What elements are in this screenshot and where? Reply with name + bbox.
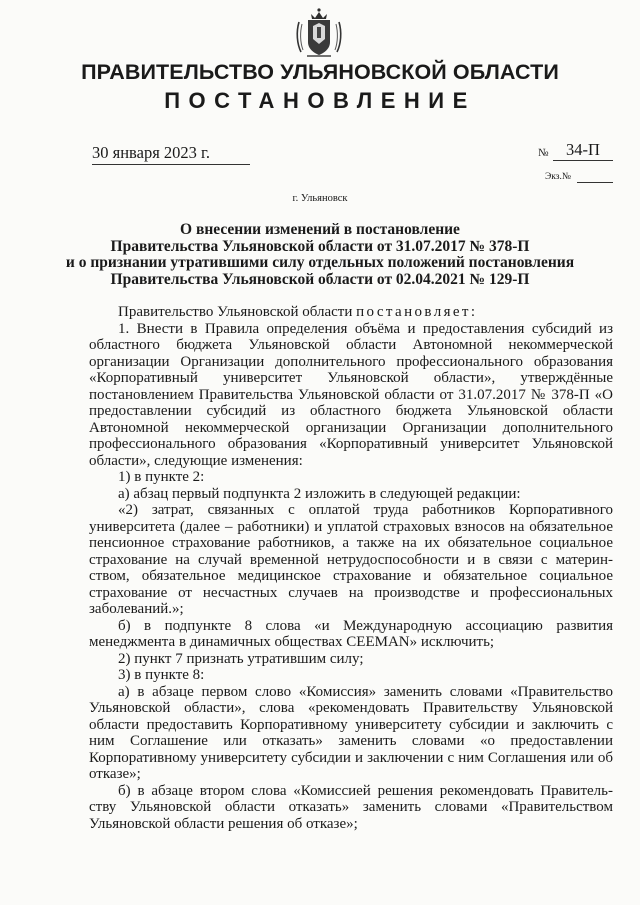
- intro-prefix: Правительство Ульяновской области: [118, 304, 357, 320]
- intro-paragraph: [89, 304, 613, 321]
- body-paragraph: 3) в пункте 8:: [118, 667, 205, 683]
- government-name: ПРАВИТЕЛЬСТВО УЛЬЯНОВСКОЙ ОБЛАСТИ: [81, 60, 559, 84]
- city: г. Ульяновск: [292, 193, 348, 204]
- body-paragraph: а) в абзаце первом слово «Комиссия» заменить словами «Правительство Ульяновской области», слова «рекомендовать Правительству Ульяновской области предоставить Корпоративному университету субсидии и заключить с ним Соглашение или отказать» заменить словами «о предоставлении Корпоративному университету субсидии и заключении с ним Соглашения или об отказе»;: [89, 683, 613, 782]
- title-line: Правительства Ульяновской области от 02.04.2021 № 129-П: [110, 270, 530, 288]
- body-paragraph: 1) в пункте 2:: [118, 469, 205, 485]
- title-line: Правительства Ульяновской области от 31.07.2017 № 378-П: [110, 237, 530, 255]
- document-date: 30 января 2023 г.: [92, 143, 211, 162]
- copy-number-label: Экз.№: [545, 172, 571, 182]
- copy-number-line: [577, 182, 613, 183]
- date-underline: [92, 164, 250, 165]
- body-paragraph: 1. Внести в Правила определения объёма и предоставления субсидий из областного бюджета Ульяновской области Автономной некоммерческой организации Организации дополнительного профессионального образования «Корпоративный университет Ульяновской области», утверждённые постановлением Правительства Ульяновской области от 31.07.2017 № 378-П «О предоставлении субсидий из областного бюджета Ульяновской области Автономной некоммерческой организации Организации дополнительного профессионального образования «Корпоративный университет Ульяновской области», следующие изменения:: [89, 320, 613, 469]
- body-paragraph: б) в подпункте 8 слова «и Международную ассоциацию развития менеджмента в динамичных обществах CEEMAN» исключить;: [89, 617, 613, 650]
- number-label: №: [538, 147, 549, 159]
- document-number: 34-П: [553, 140, 613, 161]
- body-paragraph: б) в абзаце втором слова «Комиссией решения рекомендовать Правитель-ству Ульяновской области отказать» заменить словами «Правительством Ульяновской области решения об отказе»;: [89, 782, 613, 832]
- document-title: [40, 222, 600, 288]
- title-line: О внесении изменений в постановление: [180, 221, 460, 238]
- document-body: [89, 304, 613, 832]
- body-paragraph: «2) затрат, связанных с оплатой труда работников Корпоративного университета (далее – работники) и уплатой страховых взносов на обязательное пенсионное страхование работников, а также на их обязательное социальное страхование на случай временной нетрудоспособности и в связи с материн-ством, обязательное медицинское страхование и обязательное социальное страхование от несчастных случаев на производстве и профессиональных заболеваний.»;: [89, 502, 613, 617]
- coat-of-arms-icon: [293, 6, 345, 60]
- body-paragraph: 2) пункт 7 признать утратившим силу;: [118, 650, 364, 667]
- document-type: ПОСТАНОВЛЕНИЕ: [164, 88, 476, 113]
- title-line: и о признании утратившими силу отдельных положений постановления: [65, 254, 575, 271]
- body-paragraph: а) абзац первый подпункта 2 изложить в следующей редакции:: [118, 485, 521, 502]
- intro-decrees: постановляет:: [356, 304, 478, 320]
